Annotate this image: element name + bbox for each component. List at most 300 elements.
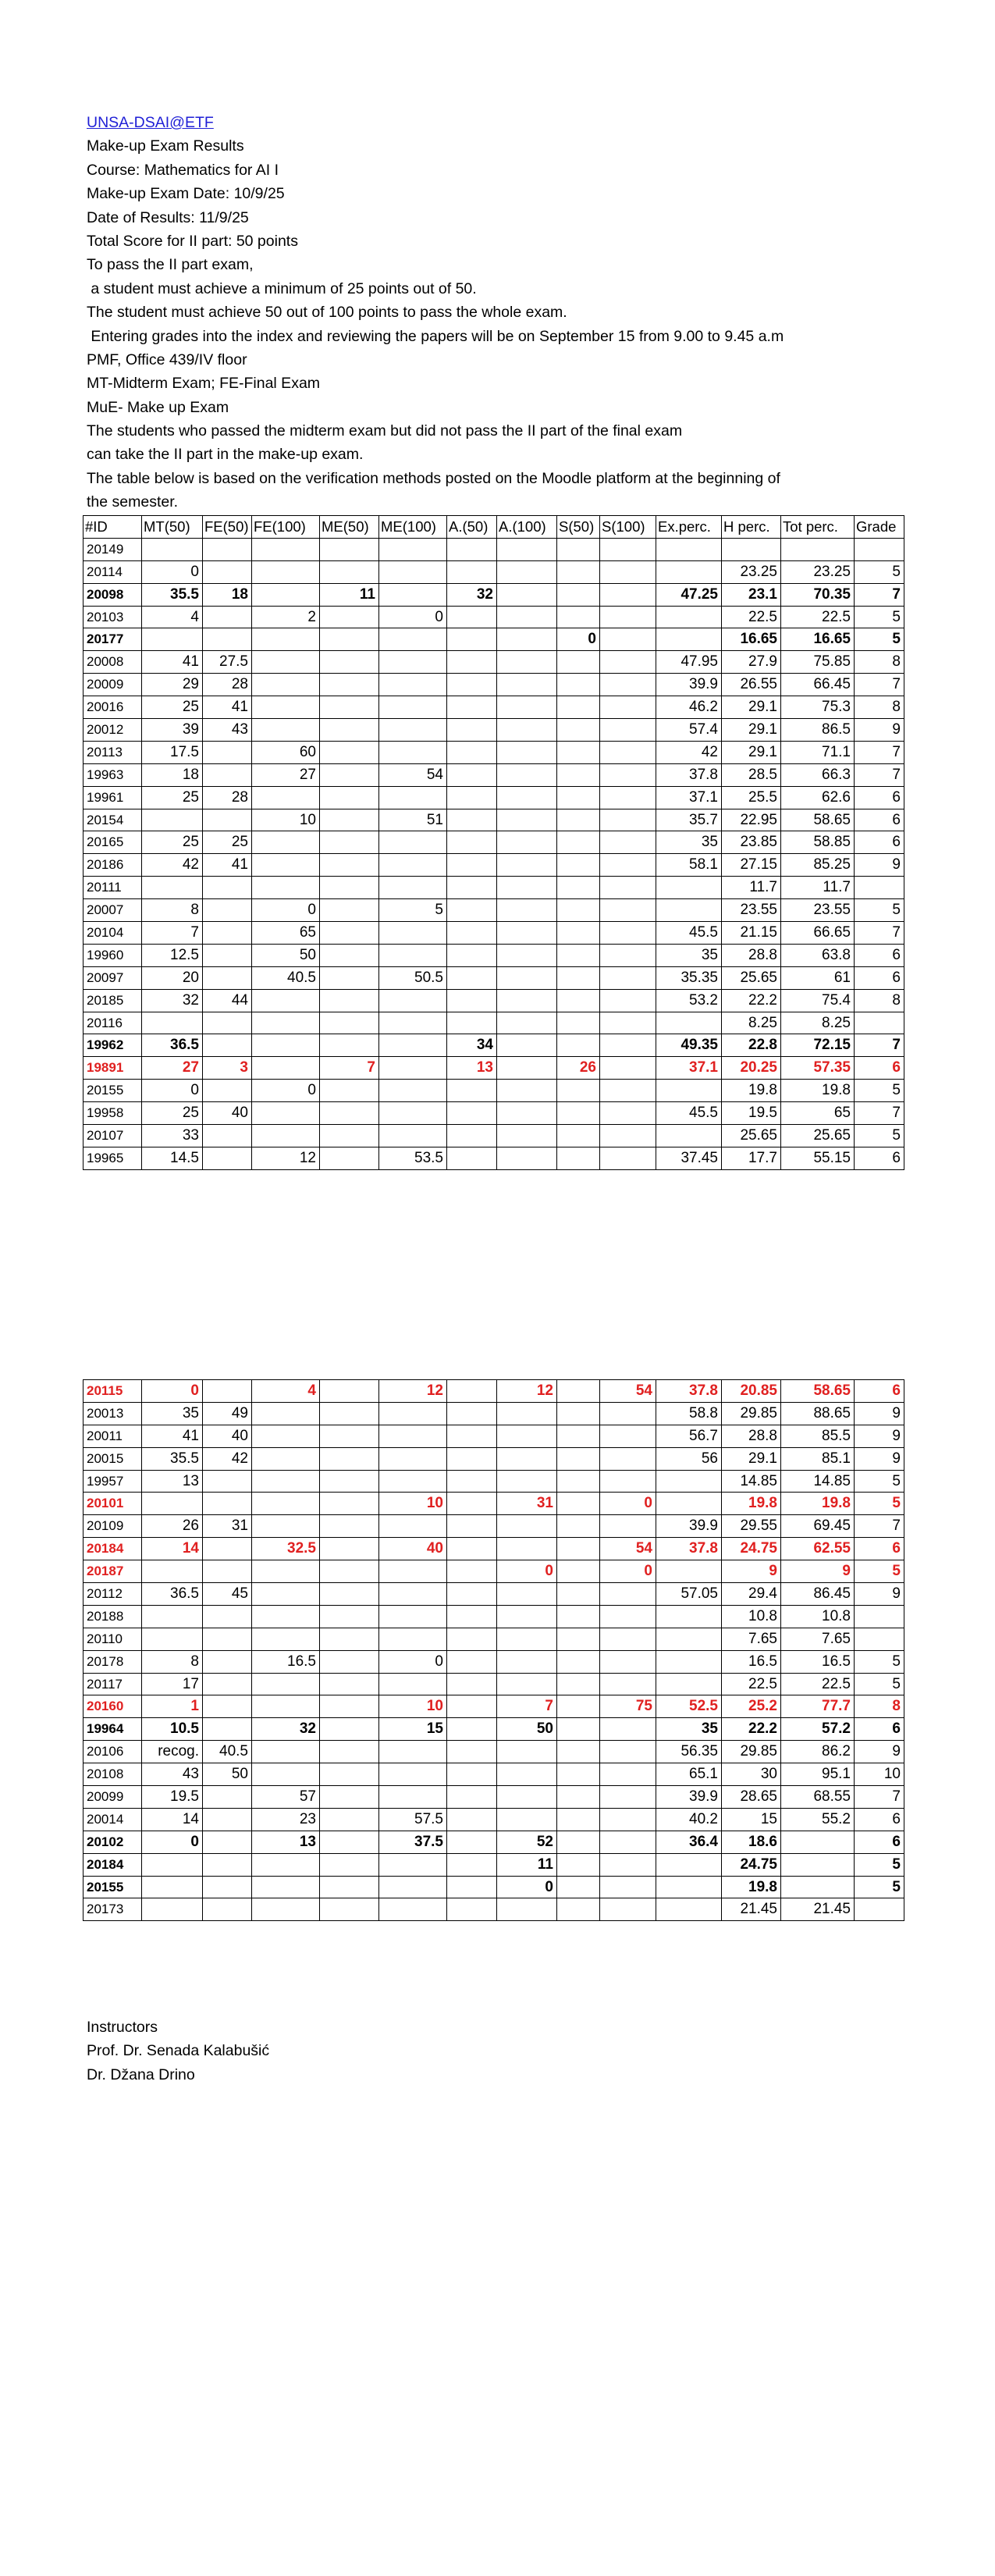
student-id-cell: 20014 — [84, 1808, 142, 1831]
score-cell — [557, 1402, 600, 1425]
score-cell — [600, 719, 656, 742]
score-cell: 54 — [600, 1380, 656, 1403]
score-cell — [320, 1125, 379, 1147]
score-cell: 5 — [379, 899, 447, 922]
score-cell — [447, 538, 497, 560]
score-cell: 6 — [855, 831, 904, 854]
score-cell — [600, 1012, 656, 1034]
score-cell — [142, 1876, 203, 1898]
score-cell — [656, 1876, 722, 1898]
score-cell: 57.05 — [656, 1583, 722, 1606]
score-cell — [600, 944, 656, 966]
score-cell: 18 — [203, 583, 252, 606]
table-row — [84, 1718, 904, 1741]
score-cell — [203, 606, 252, 628]
score-cell: 16.5 — [781, 1650, 855, 1673]
student-id-cell: 20007 — [84, 899, 142, 922]
score-cell: 22.5 — [781, 1673, 855, 1695]
score-cell — [447, 966, 497, 989]
score-cell: 37.1 — [656, 1057, 722, 1080]
score-cell — [320, 1147, 379, 1169]
score-cell: 40.5 — [252, 966, 320, 989]
score-cell: 16.65 — [722, 628, 781, 651]
score-cell: 55.2 — [781, 1808, 855, 1831]
score-cell — [855, 538, 904, 560]
score-cell — [497, 1402, 557, 1425]
score-cell: 14.5 — [142, 1147, 203, 1169]
score-cell: 24.75 — [722, 1538, 781, 1560]
score-cell — [320, 560, 379, 583]
score-cell: 24.75 — [722, 1853, 781, 1876]
score-cell: 1 — [142, 1695, 203, 1718]
score-cell: 50 — [252, 944, 320, 966]
score-cell: 6 — [855, 1380, 904, 1403]
score-cell — [320, 1763, 379, 1786]
score-cell: 4 — [252, 1380, 320, 1403]
score-cell — [320, 1402, 379, 1425]
score-cell: 0 — [600, 1560, 656, 1583]
score-cell: 6 — [855, 809, 904, 831]
score-cell: 39.9 — [656, 1786, 722, 1809]
score-cell — [252, 1673, 320, 1695]
score-cell — [203, 1034, 252, 1057]
score-cell — [600, 763, 656, 786]
results-table-part1 — [83, 515, 904, 1170]
score-cell — [497, 1898, 557, 1921]
score-cell — [252, 1853, 320, 1876]
score-cell — [142, 1628, 203, 1650]
score-cell: 58.1 — [656, 854, 722, 877]
score-cell — [497, 1447, 557, 1470]
score-cell: 16.5 — [722, 1650, 781, 1673]
score-cell — [447, 1080, 497, 1102]
score-cell — [379, 628, 447, 651]
score-cell — [557, 1538, 600, 1560]
score-cell — [656, 606, 722, 628]
score-cell: 23.1 — [722, 583, 781, 606]
score-cell: 54 — [379, 763, 447, 786]
score-cell: 86.5 — [781, 719, 855, 742]
column-header: A.(100) — [497, 516, 557, 539]
score-cell — [320, 1515, 379, 1538]
score-cell — [203, 628, 252, 651]
score-cell: 8 — [855, 696, 904, 719]
score-cell — [320, 1650, 379, 1673]
score-cell: 27.9 — [722, 651, 781, 674]
score-cell — [142, 538, 203, 560]
score-cell — [447, 696, 497, 719]
score-cell — [320, 651, 379, 674]
score-cell — [600, 1718, 656, 1741]
header-link-line[interactable] — [87, 111, 929, 134]
score-cell — [497, 763, 557, 786]
score-cell — [252, 1515, 320, 1538]
table-row — [84, 1380, 904, 1403]
score-cell: 29.1 — [722, 719, 781, 742]
column-header: Ex.perc. — [656, 516, 722, 539]
score-cell — [203, 1493, 252, 1515]
score-cell — [497, 651, 557, 674]
score-cell — [320, 966, 379, 989]
column-header: S(100) — [600, 516, 656, 539]
score-cell — [497, 1125, 557, 1147]
score-cell — [320, 1380, 379, 1403]
score-cell — [497, 854, 557, 877]
score-cell — [252, 1876, 320, 1898]
score-cell — [447, 831, 497, 854]
score-cell — [557, 1515, 600, 1538]
score-cell — [557, 877, 600, 899]
score-cell — [447, 674, 497, 696]
score-cell: 19.8 — [722, 1876, 781, 1898]
score-cell — [447, 1808, 497, 1831]
column-header: ME(50) — [320, 516, 379, 539]
score-cell: 29 — [142, 674, 203, 696]
score-cell: 23.55 — [781, 899, 855, 922]
score-cell — [447, 1583, 497, 1606]
score-cell — [600, 651, 656, 674]
score-cell: 54 — [600, 1538, 656, 1560]
score-cell: 8 — [855, 1695, 904, 1718]
score-cell — [557, 854, 600, 877]
score-cell — [447, 944, 497, 966]
score-cell — [203, 922, 252, 945]
score-cell — [447, 1763, 497, 1786]
student-id-cell: 19962 — [84, 1034, 142, 1057]
score-cell: 41 — [203, 696, 252, 719]
score-cell: 8 — [142, 899, 203, 922]
score-cell — [203, 1628, 252, 1650]
score-cell — [656, 1898, 722, 1921]
student-id-cell: 20108 — [84, 1763, 142, 1786]
score-cell: 5 — [855, 899, 904, 922]
score-cell — [379, 1102, 447, 1125]
score-cell: 77.7 — [781, 1695, 855, 1718]
score-cell: 7 — [855, 1102, 904, 1125]
score-cell — [252, 674, 320, 696]
score-cell — [252, 583, 320, 606]
student-id-cell: 20111 — [84, 877, 142, 899]
score-cell: 37.8 — [656, 763, 722, 786]
score-cell: 13 — [252, 1831, 320, 1853]
score-cell — [656, 899, 722, 922]
score-cell — [203, 1650, 252, 1673]
score-cell — [855, 877, 904, 899]
student-id-cell: 20155 — [84, 1080, 142, 1102]
table-row — [84, 1741, 904, 1763]
score-cell — [447, 809, 497, 831]
score-cell — [142, 1605, 203, 1628]
score-cell: 32 — [252, 1718, 320, 1741]
score-cell — [600, 1057, 656, 1080]
column-header: A.(50) — [447, 516, 497, 539]
score-cell: 30 — [722, 1763, 781, 1786]
score-cell: 19.8 — [722, 1080, 781, 1102]
score-cell: 66.45 — [781, 674, 855, 696]
instructors-heading: Instructors — [87, 2019, 158, 2036]
score-cell: 69.45 — [781, 1515, 855, 1538]
score-cell — [447, 1147, 497, 1169]
score-cell: 10 — [379, 1493, 447, 1515]
score-cell: 27 — [252, 763, 320, 786]
score-cell — [203, 1853, 252, 1876]
student-id-cell: 20186 — [84, 854, 142, 877]
score-cell — [447, 1741, 497, 1763]
score-cell: 37.8 — [656, 1538, 722, 1560]
score-cell — [557, 1876, 600, 1898]
score-cell: 36.4 — [656, 1831, 722, 1853]
score-cell: 37.45 — [656, 1147, 722, 1169]
score-cell: 56 — [656, 1447, 722, 1470]
student-id-cell: 20101 — [84, 1493, 142, 1515]
score-cell — [447, 1876, 497, 1898]
score-cell — [557, 899, 600, 922]
score-cell — [320, 1831, 379, 1853]
score-cell: 13 — [142, 1470, 203, 1493]
score-cell: 58.65 — [781, 1380, 855, 1403]
score-cell: 85.1 — [781, 1447, 855, 1470]
score-cell — [600, 1605, 656, 1628]
score-cell — [379, 877, 447, 899]
score-cell: 33 — [142, 1125, 203, 1147]
results-header — [87, 111, 929, 514]
score-cell — [320, 674, 379, 696]
score-cell — [656, 1470, 722, 1493]
score-cell — [656, 560, 722, 583]
score-cell — [557, 944, 600, 966]
score-cell — [497, 719, 557, 742]
table-row — [84, 628, 904, 651]
score-cell: 62.6 — [781, 786, 855, 809]
student-id-cell: 20155 — [84, 1876, 142, 1898]
column-header: Tot perc. — [781, 516, 855, 539]
score-cell — [497, 1808, 557, 1831]
score-cell — [557, 1605, 600, 1628]
score-cell — [656, 1853, 722, 1876]
note-line-2: can take the II part in the make-up exam. — [87, 446, 364, 464]
score-cell — [379, 560, 447, 583]
score-cell — [252, 786, 320, 809]
score-cell — [379, 1741, 447, 1763]
score-cell — [320, 922, 379, 945]
student-id-cell: 20116 — [84, 1012, 142, 1034]
score-cell — [600, 922, 656, 945]
score-cell — [142, 628, 203, 651]
score-cell: 51 — [379, 809, 447, 831]
score-cell: 11 — [497, 1853, 557, 1876]
score-cell — [379, 854, 447, 877]
score-cell — [447, 922, 497, 945]
score-cell: 28.65 — [722, 1786, 781, 1809]
score-cell — [600, 1515, 656, 1538]
score-cell: 58.85 — [781, 831, 855, 854]
score-cell: 36.5 — [142, 1034, 203, 1057]
score-cell: 10 — [855, 1763, 904, 1786]
score-cell: 42 — [142, 854, 203, 877]
score-cell — [557, 741, 600, 763]
score-cell — [379, 741, 447, 763]
score-cell — [557, 1425, 600, 1447]
score-cell — [203, 1831, 252, 1853]
score-cell — [252, 719, 320, 742]
score-cell: 12 — [497, 1380, 557, 1403]
score-cell: 46.2 — [656, 696, 722, 719]
student-id-cell: 20009 — [84, 674, 142, 696]
score-cell — [320, 1605, 379, 1628]
office-line: PMF, Office 439/IV floor — [87, 350, 247, 368]
score-cell — [600, 966, 656, 989]
score-cell — [379, 719, 447, 742]
score-cell — [557, 1470, 600, 1493]
note-line-4: the semester. — [87, 493, 179, 511]
student-id-cell: 20103 — [84, 606, 142, 628]
score-cell — [142, 809, 203, 831]
grading-session-line: Entering grades into the index and reviewing the papers will be on September 15 from 9.00 to 9.45 a.m — [87, 327, 784, 345]
score-cell — [379, 1515, 447, 1538]
score-cell — [497, 877, 557, 899]
score-cell: 39.9 — [656, 674, 722, 696]
score-cell: 63.8 — [781, 944, 855, 966]
table-row — [84, 899, 904, 922]
score-cell: 10.8 — [781, 1605, 855, 1628]
score-cell — [557, 1447, 600, 1470]
score-cell — [379, 696, 447, 719]
score-cell — [379, 1853, 447, 1876]
score-cell: 37.5 — [379, 1831, 447, 1853]
score-cell: 56.7 — [656, 1425, 722, 1447]
score-cell: 18 — [142, 763, 203, 786]
score-cell — [497, 1080, 557, 1102]
score-cell: 43 — [142, 1763, 203, 1786]
score-cell: 23.85 — [722, 831, 781, 854]
score-cell — [600, 786, 656, 809]
table-row — [84, 674, 904, 696]
score-cell — [600, 1102, 656, 1125]
score-cell — [600, 809, 656, 831]
score-cell: 7 — [855, 1034, 904, 1057]
institution-link[interactable]: UNSA-DSAI@ETF — [87, 114, 214, 131]
score-cell — [557, 1853, 600, 1876]
score-cell — [497, 1605, 557, 1628]
score-cell — [320, 1808, 379, 1831]
score-cell: 10.8 — [722, 1605, 781, 1628]
student-id-cell: 20165 — [84, 831, 142, 854]
score-cell — [497, 674, 557, 696]
instructor-name: Prof. Dr. Senada Kalabušić — [87, 2042, 270, 2060]
score-cell: 14.85 — [722, 1470, 781, 1493]
score-cell — [320, 1102, 379, 1125]
score-cell — [203, 1125, 252, 1147]
student-id-cell: 19957 — [84, 1470, 142, 1493]
instructors-block — [87, 2016, 269, 2087]
table-row — [84, 1515, 904, 1538]
table-row — [84, 786, 904, 809]
score-cell — [600, 1125, 656, 1147]
score-cell — [252, 1102, 320, 1125]
doc-title: Make-up Exam Results — [87, 137, 244, 155]
table-row — [84, 1605, 904, 1628]
student-id-cell: 20113 — [84, 741, 142, 763]
score-cell: 5 — [855, 560, 904, 583]
score-cell: 75.4 — [781, 989, 855, 1012]
score-cell — [600, 1876, 656, 1898]
score-cell: 25 — [203, 831, 252, 854]
score-cell: 5 — [855, 1853, 904, 1876]
score-cell: 20.85 — [722, 1380, 781, 1403]
score-cell: 21.15 — [722, 922, 781, 945]
student-id-cell: 20185 — [84, 989, 142, 1012]
score-cell: 40.2 — [656, 1808, 722, 1831]
score-cell — [600, 583, 656, 606]
score-cell: 14.85 — [781, 1470, 855, 1493]
score-cell — [320, 696, 379, 719]
score-cell — [447, 1447, 497, 1470]
score-cell: 23.25 — [722, 560, 781, 583]
score-cell: 40 — [203, 1425, 252, 1447]
score-cell — [497, 1583, 557, 1606]
score-cell — [203, 1380, 252, 1403]
score-cell: 27.5 — [203, 651, 252, 674]
score-cell — [252, 1560, 320, 1583]
score-cell: 19.8 — [781, 1493, 855, 1515]
score-cell: 3 — [203, 1057, 252, 1080]
student-id-cell: 20160 — [84, 1695, 142, 1718]
score-cell — [447, 899, 497, 922]
score-cell: 8 — [855, 651, 904, 674]
score-cell — [447, 989, 497, 1012]
student-id-cell: 19960 — [84, 944, 142, 966]
score-cell — [557, 1125, 600, 1147]
score-cell — [656, 1650, 722, 1673]
score-cell — [447, 1628, 497, 1650]
score-cell — [557, 1147, 600, 1169]
score-cell — [379, 1898, 447, 1921]
score-cell — [600, 989, 656, 1012]
score-cell: 29.55 — [722, 1515, 781, 1538]
pass-rule-line-3: The student must achieve 50 out of 100 points to pass the whole exam. — [87, 304, 567, 322]
score-cell — [447, 1786, 497, 1809]
score-cell — [557, 1628, 600, 1650]
score-cell: 8.25 — [781, 1012, 855, 1034]
score-cell — [252, 696, 320, 719]
table-row — [84, 1560, 904, 1583]
score-cell: 11 — [320, 583, 379, 606]
score-cell — [203, 1147, 252, 1169]
score-cell — [447, 1102, 497, 1125]
note-line-1: The students who passed the midterm exam but did not pass the II part of the final exam — [87, 422, 683, 440]
score-cell: 0 — [379, 606, 447, 628]
score-cell: 22.2 — [722, 1718, 781, 1741]
score-cell — [379, 1605, 447, 1628]
score-cell — [252, 831, 320, 854]
score-cell — [447, 854, 497, 877]
score-cell — [320, 628, 379, 651]
score-cell: 65 — [781, 1102, 855, 1125]
score-cell — [320, 899, 379, 922]
score-cell — [379, 831, 447, 854]
table-row — [84, 741, 904, 763]
score-cell — [656, 1125, 722, 1147]
score-cell: 8 — [855, 989, 904, 1012]
score-cell: 50.5 — [379, 966, 447, 989]
score-cell — [497, 1786, 557, 1809]
score-cell: 49.35 — [656, 1034, 722, 1057]
table-header-row — [84, 516, 904, 539]
score-cell — [320, 1447, 379, 1470]
score-cell — [320, 1876, 379, 1898]
score-cell — [855, 1012, 904, 1034]
score-cell — [320, 1583, 379, 1606]
